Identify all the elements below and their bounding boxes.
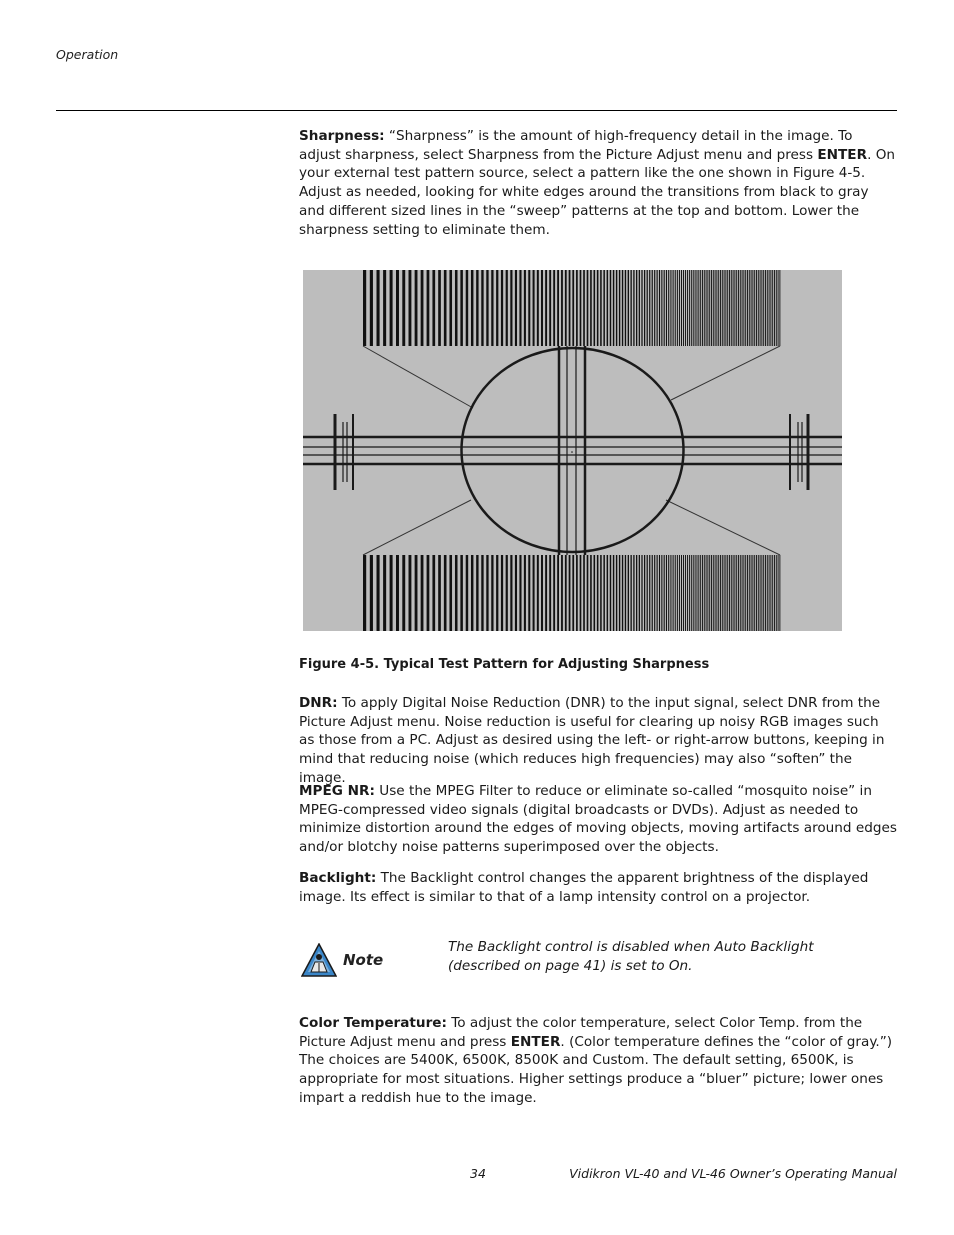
mpeg-nr-paragraph — [299, 782, 897, 857]
figure-caption: Figure 4-5. Typical Test Pattern for Adjusting Sharpness — [299, 657, 710, 672]
note-label: Note — [343, 951, 384, 969]
header-rule — [56, 110, 897, 111]
color-temperature-paragraph — [299, 1014, 897, 1108]
sharpness-paragraph — [299, 127, 897, 239]
sharpness-enter-key: ENTER — [817, 146, 868, 163]
sharpness-term: Sharpness: — [299, 128, 385, 144]
backlight-term: Backlight: — [299, 870, 377, 886]
dnr-term: DNR: — [299, 695, 338, 711]
backlight-text: The Backlight control changes the apparent brightness of the displayed image. Its effect is similar to that of a lamp intensity control on a projector. — [299, 870, 869, 905]
note-text: The Backlight control is disabled when Auto Backlight (described on page 41) is set to On. — [448, 939, 814, 974]
running-header: Operation — [56, 47, 119, 62]
backlight-paragraph — [299, 869, 897, 906]
color-temperature-term: Color Temperature: — [299, 1015, 447, 1031]
color-temperature-text-2: . (Color temperature defines the “color of gray.”) The choices are 5400K, 6500K, 8500K and Custom. The default setting, 6500K, is appropriate for most situations. Higher settings produce a “bluer” picture; lower ones impart a reddish hue to the image. — [299, 1033, 893, 1106]
mpeg-nr-text: Use the MPEG Filter to reduce or eliminate so-called “mosquito noise” in MPEG-compressed video signals (digital broadcasts or DVDs). Adjust as needed to minimize distortion around the edges of moving objects, moving artifacts around edges and/or blotchy noise patterns superimposed over the objects. — [299, 783, 897, 856]
mpeg-nr-term: MPEG NR: — [299, 783, 375, 799]
dnr-text: To apply Digital Noise Reduction (DNR) to the input signal, select DNR from the Picture Adjust menu. Noise reduction is useful for clearing up noisy RGB images such as those from a PC. Adjust as desired using the left- or right-arrow buttons, keeping in mind that reducing noise (which reduces high frequencies) may also “soften” the image. — [299, 695, 885, 786]
color-temperature-enter-key: ENTER — [510, 1033, 561, 1050]
sharpness-test-pattern-figure — [303, 270, 842, 631]
dnr-paragraph — [299, 694, 897, 788]
footer-manual-title: Vidikron VL-40 and VL-46 Owner’s Operating Manual — [569, 1166, 897, 1181]
sharpness-text-1: “Sharpness” is the amount of high-frequency detail in the image. To adjust sharpness, select Sharpness from the Picture Adjust menu and press — [299, 128, 853, 163]
sharpness-text-2: . On your external test pattern source, select a pattern like the one shown in Figure 4-5. Adjust as needed, looking for white edges around the transitions from black to gray and different sized lines in the “sweep” patterns at the top and bottom. Lower the sharpness setting to eliminate them. — [299, 146, 896, 238]
note-reader-icon — [301, 943, 337, 981]
page-number: 34 — [470, 1166, 486, 1181]
color-temperature-text-1: To adjust the color temperature, select Color Temp. from the Picture Adjust menu and press — [299, 1015, 863, 1050]
test-pattern-image — [303, 270, 842, 631]
